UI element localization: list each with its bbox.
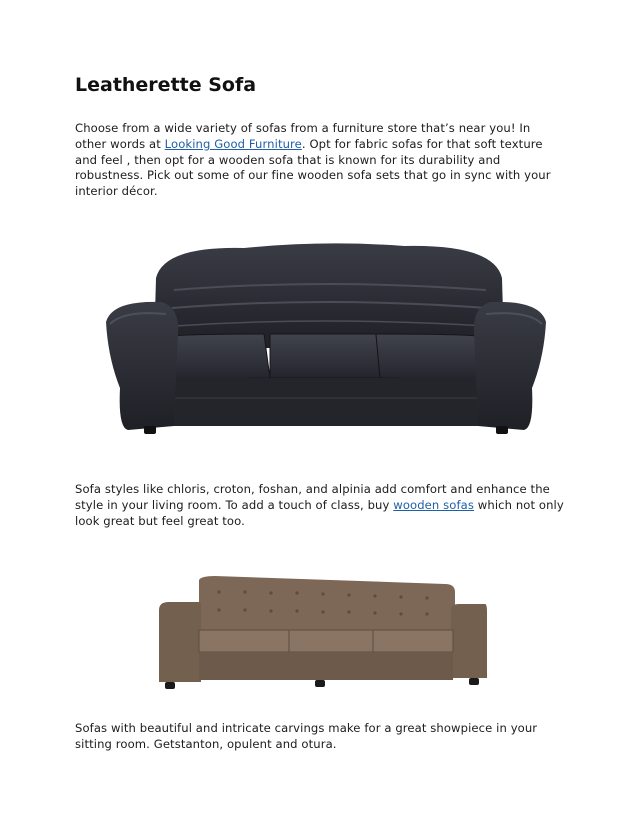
- page-title: Leatherette Sofa: [75, 74, 257, 96]
- intro-text-after-link: . Opt for fabric sofas for that soft texture and feel , then opt for a wooden sofa that is known for its durability and robustness. Pick out some of our fine wooden sofa sets that go in sync with your interior décor.: [75, 136, 551, 199]
- fabric-sofa-image: [155, 574, 489, 692]
- styles-text-after-link: which not only look great but feel great too.: [75, 497, 564, 528]
- wooden-sofas-link[interactable]: wooden sofas: [393, 497, 474, 512]
- carvings-paragraph: Sofas with beautiful and intricate carvings make for a great showpiece in your sitting room. Getstanton, opulent and otura.: [75, 721, 538, 751]
- looking-good-furniture-link[interactable]: Looking Good Furniture: [164, 136, 302, 151]
- styles-paragraph: [75, 482, 565, 529]
- leatherette-sofa-image: [104, 238, 548, 438]
- styles-text-before-link: Sofa styles like chloris, croton, foshan, and alpinia add comfort and enhance the style in your living room. To add a touch of class, buy: [75, 482, 550, 512]
- intro-text-before-link: Choose from a wide variety of sofas from a furniture store that’s near you! In other words at: [75, 121, 531, 151]
- intro-paragraph: [75, 121, 565, 200]
